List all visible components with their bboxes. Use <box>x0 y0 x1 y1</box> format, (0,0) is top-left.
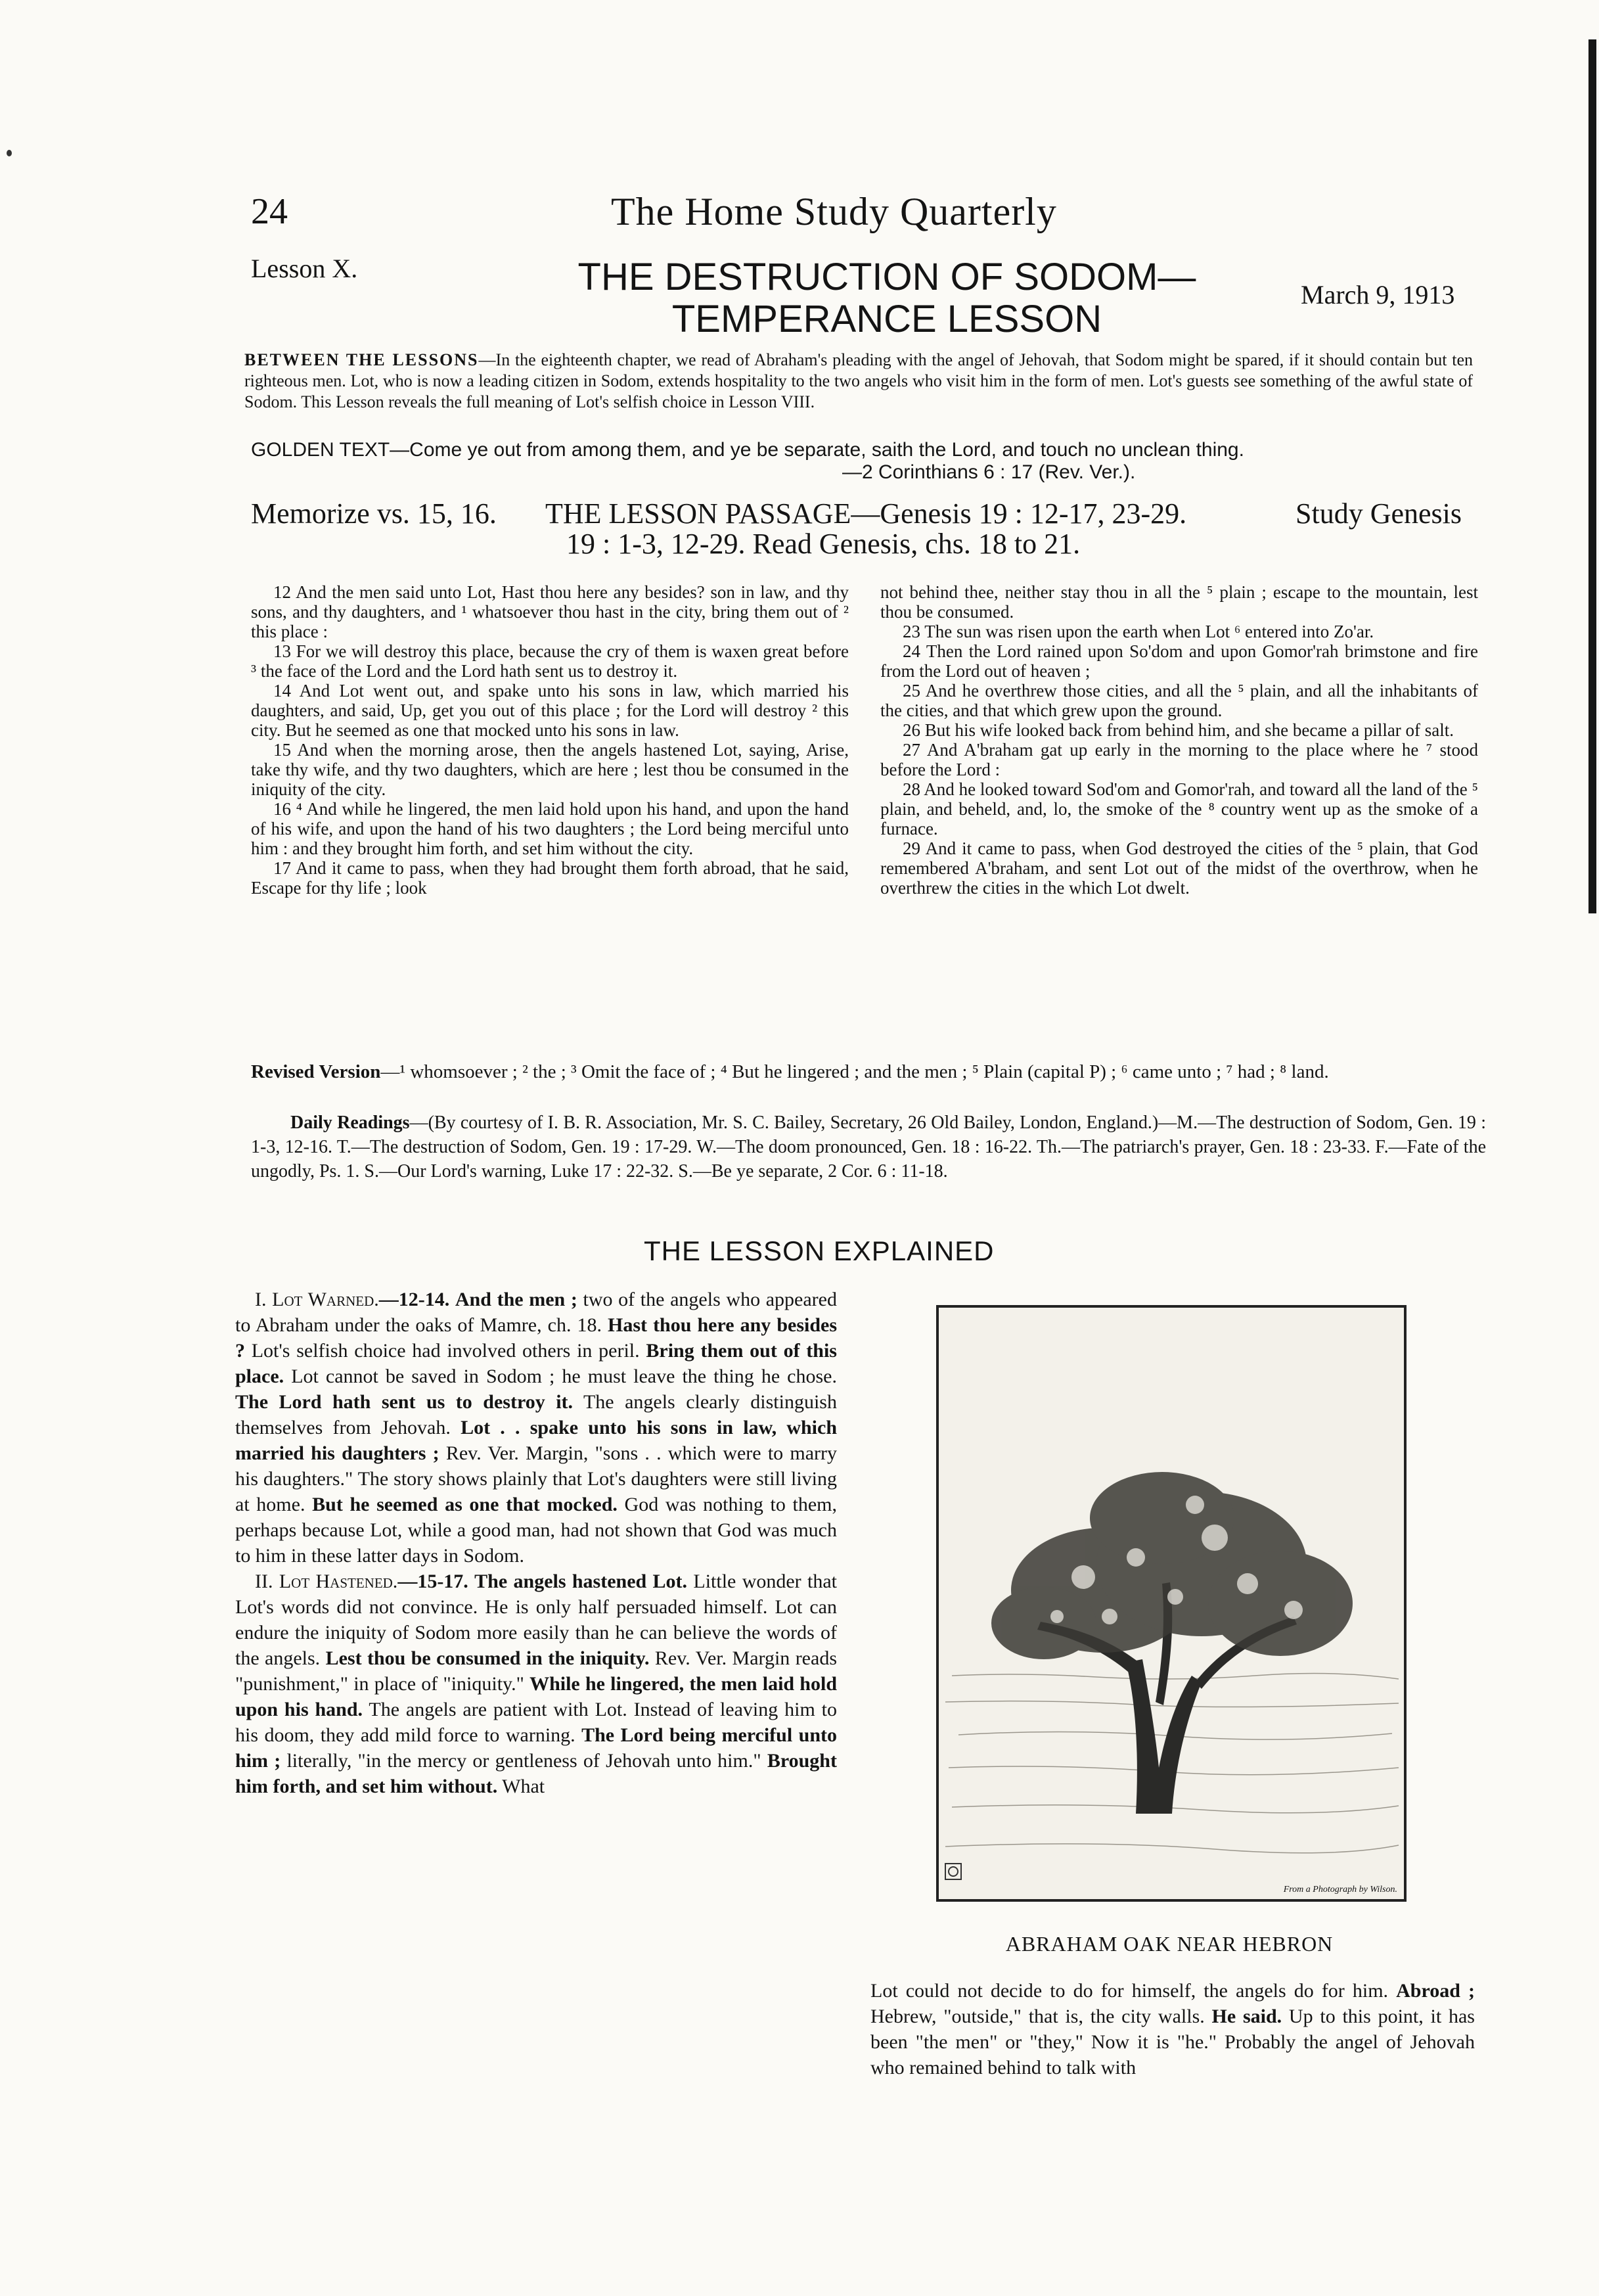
commentary-text <box>449 1289 455 1310</box>
page-number: 24 <box>251 191 288 232</box>
bold-phrase: Bring them out of this place. <box>235 1340 837 1387</box>
lesson-title-line2: TEMPERANCE LESSON <box>671 298 1102 340</box>
lesson-passage: THE LESSON PASSAGE—Genesis 19 : 12-17, 23-29. <box>545 497 1187 530</box>
revised-text: —¹ whomsoever ; ² the ; ³ Omit the face of ; ⁴ But he lingered ; and the men ; ⁵ Plain (capital P) ; ⁶ came unto ; ⁷ had ; ⁸ land. <box>380 1061 1329 1082</box>
bold-phrase: Abroad ; <box>1396 1980 1475 2002</box>
bold-phrase: Lest thou be consumed in the iniquity. <box>325 1647 650 1669</box>
figure-caption: ABRAHAM OAK NEAR HEBRON <box>1005 1932 1334 1956</box>
commentary-text: God was nothing to them, perhaps because Lot, while a good man, had not shown that God was much to him in these latter days in Sodom. <box>235 1494 837 1567</box>
commentary-text: The angels are patient with Lot. Instead of leaving him to his doom, they add mild force to warning. <box>235 1699 837 1746</box>
between-label: BETWEEN THE LESSONS <box>244 350 479 369</box>
section2-number: II. <box>255 1571 273 1592</box>
between-text: —In the eighteenth chapter, we read of Abraham's pleading with the angel of Jehovah, that Sodom might be spared, if it should contain but ten righteous men. Lot, who is now a leading citizen in Sodom, extends hospitality to the two angels who visit him in the form of men. Lot's guests see something of the awful state of Sodom. This Lesson reveals the full meaning of Lot's selfish choice in Lesson VIII. <box>244 350 1473 411</box>
commentary-text <box>468 1571 474 1592</box>
section1-number: I. <box>255 1289 267 1310</box>
commentary-text: Up to this point, it has been "the men" or "they," Now it is "he." Probably the angel of Jehovah who remained behind to talk with <box>870 2006 1475 2078</box>
section-lot-warned <box>235 1287 837 1569</box>
scripture-verse: 26 But his wife looked back from behind him, and she became a pillar of salt. <box>903 720 1454 740</box>
golden-text-body: GOLDEN TEXT—Come ye out from among them, and ye be separate, saith the Lord, and touch no unclean thing. <box>251 439 1244 461</box>
daily-label: Daily Readings <box>290 1113 410 1133</box>
section-lot-hastened <box>235 1569 837 1799</box>
lesson-title-line1: THE DESTRUCTION OF SODOM— <box>577 256 1196 298</box>
explanation-right-column <box>870 1978 1475 2080</box>
between-the-lessons <box>244 350 1473 413</box>
scripture-verse: 27 And A'braham gat up early in the morning to the place where he ⁷ stood before the Lord : <box>880 740 1478 779</box>
commentary-text: The angels clearly distinguish themselves from Jehovah. <box>235 1391 837 1438</box>
study-reference: Study Genesis <box>1295 497 1462 530</box>
memorize-verses: Memorize vs. 15, 16. <box>251 497 497 530</box>
daily-text: —(By courtesy of I. B. R. Association, Mr. S. C. Bailey, Secretary, 26 Old Bailey, London, England.)—M.—The destruction of Sodom, Gen. 19 : 1-3, 12-16. T.—The destruction of Sodom, Gen. 19 : 17-29. W.—The doom pronounced, Gen. 18 : 16-22. Th.—The patriarch's prayer, Gen. 18 : 23-33. F.—Fate of the ungodly, Ps. 1. S.—Our Lord's warning, Luke 17 : 22-32. S.—Be ye separate, 2 Cor. 6 : 11-18. <box>251 1113 1486 1182</box>
scripture-column-left <box>251 582 849 898</box>
revised-label: Revised Version <box>251 1061 381 1082</box>
bold-phrase: But he seemed as one that mocked. <box>312 1494 618 1515</box>
revised-version-notes <box>251 1061 1486 1083</box>
passage-reading: 19 : 1-3, 12-29. Read Genesis, chs. 18 to 21. <box>566 528 1081 560</box>
bold-phrase: Brought him forth, and set him without. <box>235 1750 837 1797</box>
section1-title: Lot Warned. <box>272 1289 379 1310</box>
lesson-date: March 9, 1913 <box>1301 280 1455 310</box>
scripture-verse: 23 The sun was risen upon the earth when Lot ⁶ entered into Zo'ar. <box>903 622 1374 641</box>
commentary-text: Hebrew, "outside," that is, the city walls. <box>870 2006 1212 2027</box>
explanation-left-column <box>235 1287 837 1799</box>
commentary-text: literally, "in the mercy or gentleness of Jehovah unto him." <box>281 1750 767 1772</box>
lesson-explained-heading: THE LESSON EXPLAINED <box>644 1235 995 1266</box>
bold-phrase: Lot . . spake unto his sons in law, which married his daughters ; <box>235 1417 838 1464</box>
scripture-column-right <box>880 582 1478 898</box>
photo-credit: From a Photograph by Wilson. <box>1283 1885 1397 1894</box>
bold-phrase: The Lord being merciful unto him ; <box>235 1724 837 1772</box>
daily-readings <box>251 1111 1486 1183</box>
commentary-text: Lot's selfish choice had involved others in peril. <box>245 1340 646 1362</box>
tree-illustration <box>939 1308 1404 1899</box>
scripture-verse: 24 Then the Lord rained upon So'dom and upon Gomor'rah brimstone and fire from the Lord out of heaven ; <box>880 641 1478 681</box>
commentary-text: Lot could not decide to do for himself, the angels do for him. <box>870 1980 1397 2002</box>
scripture-verse: not behind thee, neither stay thou in all the ⁵ plain ; escape to the mountain, lest thou be consumed. <box>880 582 1478 622</box>
scripture-verse: 16 ⁴ And while he lingered, the men laid hold upon his hand, and upon the hand of his wife, and upon the hand of his two daughters ; the Lord being merciful unto him : and they brought him forth, and set him without the city. <box>251 799 849 858</box>
page-edge-bar <box>1588 39 1596 913</box>
commentary-text: two of the angels who appeared to Abraham under the oaks of Mamre, ch. 18. <box>235 1289 837 1336</box>
commentary-text: Lot cannot be saved in Sodom ; he must leave the thing he chose. <box>284 1366 837 1387</box>
commentary-text: What <box>497 1776 545 1797</box>
margin-speck <box>7 150 12 156</box>
scripture-verse: 12 And the men said unto Lot, Hast thou here any besides? son in law, and thy sons, and thy daughters, and ¹ whatsoever thou hast in the city, bring them out of ² this place : <box>251 582 849 641</box>
commentary-text: Little wonder that Lot's words did not convince. He is only half persuaded himself. Lot can endure the iniquity of Sodom more easily than he can believe the words of the angels. <box>235 1571 837 1669</box>
scripture-verse: 15 And when the morning arose, then the angels hastened Lot, saying, Arise, take thy wife, and thy two daughters, which are here ; lest thou be consumed in the iniquity of the city. <box>251 740 849 799</box>
running-head: The Home Study Quarterly <box>611 190 1057 233</box>
scripture-verse: 14 And Lot went out, and spake unto his sons in law, which married his daughters, and said, Up, get you out of this place ; for the Lord will destroy ² this city. But he seemed as one that mocked unto his sons in law. <box>251 681 849 740</box>
section2-title: Lot Hastened. <box>279 1571 398 1592</box>
commentary-text: Rev. Ver. Margin reads "punishment," in place of "iniquity." <box>235 1647 837 1695</box>
bold-phrase: While he lingered, the men laid hold upon his hand. <box>235 1673 838 1720</box>
bold-phrase: He said. <box>1211 2006 1282 2027</box>
bold-phrase: The Lord hath sent us to destroy it. <box>235 1391 574 1413</box>
lesson-number: Lesson X. <box>251 254 358 283</box>
scripture-verse: 13 For we will destroy this place, because the cry of them is waxen great before ³ the face of the Lord and the Lord hath sent us to destroy it. <box>251 641 849 681</box>
golden-text-reference: —2 Corinthians 6 : 17 (Rev. Ver.). <box>842 461 1136 483</box>
lesson-title <box>558 256 1215 340</box>
section2-verses: —15-17. <box>397 1571 468 1592</box>
scripture-verse: 29 And it came to pass, when God destroyed the cities of the ⁵ plain, that God remembered A'braham, and sent Lot out of the midst of the overthrow, when he overthrew the cities in the which Lot dwelt. <box>880 838 1478 898</box>
section1-verses: —12-14. <box>378 1289 450 1310</box>
commentary-text: Rev. Ver. Margin, "sons . . which were to marry his daughters." The story shows plainly that Lot's daughters were still living at home. <box>235 1442 837 1515</box>
scripture-verse: 25 And he overthrew those cities, and all the ⁵ plain, and all the inhabitants of the cities, and that which grew upon the ground. <box>880 681 1478 720</box>
bold-phrase: And the men ; <box>455 1289 577 1310</box>
golden-text <box>251 439 1473 484</box>
abraham-oak-photograph <box>936 1305 1407 1902</box>
bold-phrase: The angels hastened Lot. <box>474 1571 688 1592</box>
scripture-verse: 17 And it came to pass, when they had brought them forth abroad, that he said, Escape for thy life ; look <box>251 858 849 898</box>
bold-phrase: Hast thou here any besides ? <box>235 1314 837 1362</box>
scripture-verse: 28 And he looked toward Sod'om and Gomor'rah, and toward all the land of the ⁵ plain, and beheld, and, lo, the smoke of the ⁸ country went up as the smoke of a furnace. <box>880 779 1478 838</box>
